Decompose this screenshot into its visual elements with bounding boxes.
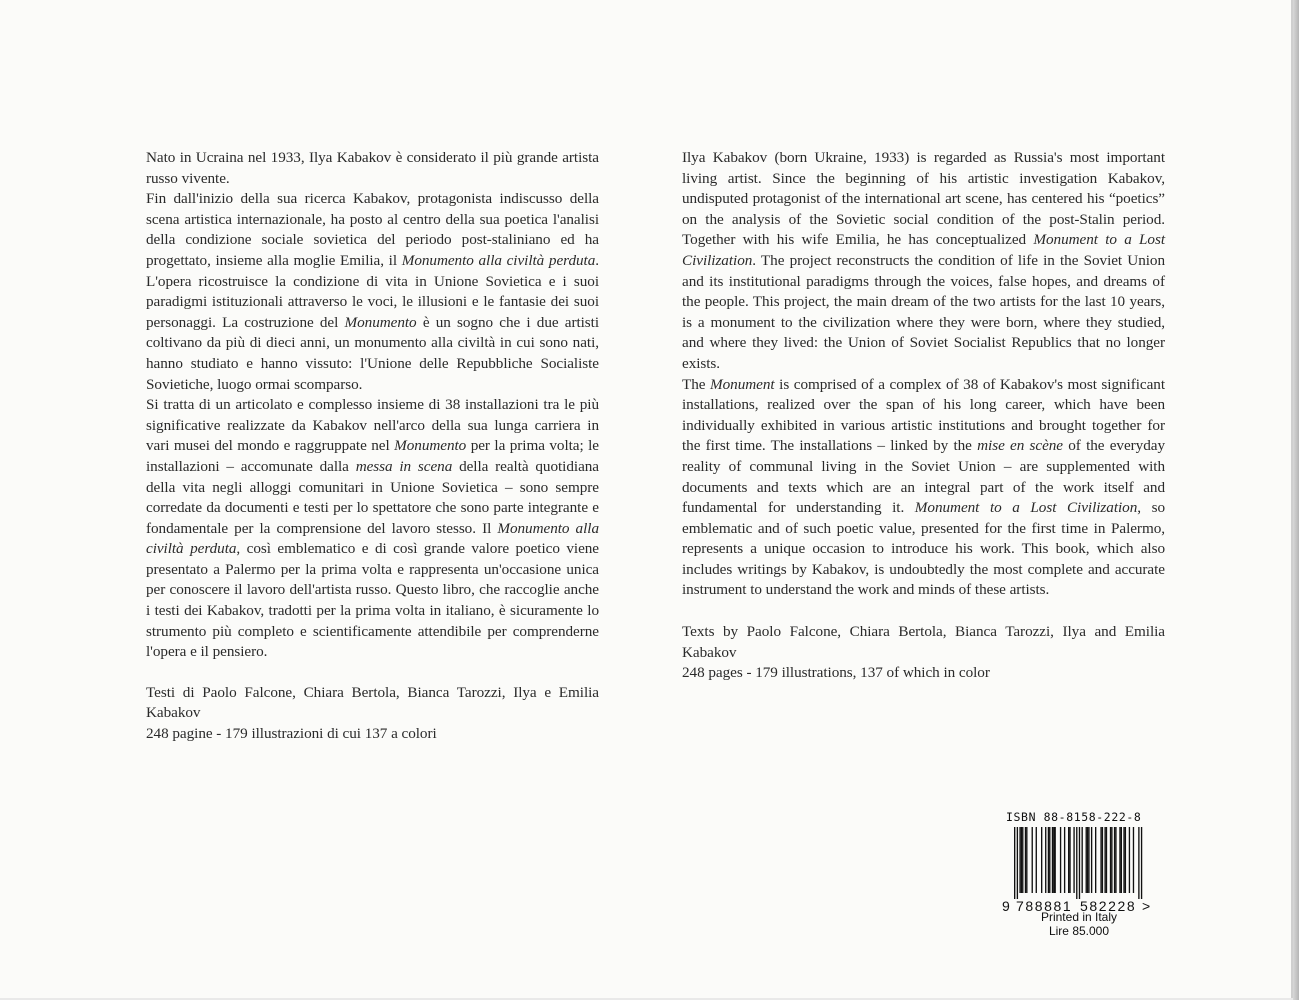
barcode-bar xyxy=(1121,827,1122,893)
italian-work-title-short: Monumento xyxy=(344,313,417,331)
barcode-bar xyxy=(1106,827,1107,893)
barcode-bar xyxy=(1049,827,1050,893)
printed-in: Printed in Italy xyxy=(1040,910,1118,924)
barcode-bar xyxy=(1104,827,1105,893)
english-emphasis: mise en scène xyxy=(977,437,1063,455)
italian-text-column xyxy=(146,148,599,745)
english-paragraph-1: Ilya Kabakov (born Ukraine, 1933) is regarded as Russia's most important living artist. Since the beginning of his artistic investigation Kabakov, undisputed protagonist of the international art scene, has centered his “poetics” on the analysis of the Sovietic social condition of the post-Stalin period. Together with his wife Emilia, he has conceptualized Monument to a Lost Civilization. The project reconstructs the condition of life in the Soviet Union and its institutional paradigms through the voices, false hopes, and dreams of the people. This project, the main dream of the two artists for the last 10 years, is a monument to the civilization where they were born, where they studied, and where they lived: the Union of Soviet Socialist Republics that no longer exists. xyxy=(682,149,1165,372)
barcode-bar xyxy=(1114,827,1115,893)
barcode-bar xyxy=(1045,827,1046,893)
barcode-bar xyxy=(1095,827,1096,893)
barcode-left-digits: 788881 xyxy=(1016,898,1073,914)
barcode-bar xyxy=(1026,827,1027,893)
barcode-bar xyxy=(1041,827,1042,893)
italian-authors: Testi di Paolo Falcone, Chiara Bertola, Bianca Tarozzi, Ilya e Emilia Kabakov xyxy=(146,683,599,722)
barcode-bar xyxy=(1048,827,1049,893)
barcode-bar xyxy=(1014,827,1015,899)
barcode-bar xyxy=(1053,827,1054,893)
english-authors: Texts by Paolo Falcone, Chiara Bertola, Bianca Tarozzi, Ilya and Emilia Kabakov xyxy=(682,623,1165,661)
barcode-bar xyxy=(1088,827,1089,893)
italian-paragraph-3: Si tratta di un articolato e complesso insieme di 38 installazioni tra le più significative realizzate da Kabakov nell'arco della sua lunga carriera in vari musei del mondo e raggruppate nel Monumento per la prima volta; le installazioni – accomunate dalla messa in scena della realtà quotidiana della vita negli alloggi comunitari in Unione Sovietica – sono sempre corredate da documenti e testi per lo spettatore che sono parte integrante e fondamentale per la comprensione del lavoro stesso. Il Monumento alla civiltà perduta, così emblematico e di così grande valore poetico viene presentato a Palermo per la prima volta e rappresenta un'occasione unica per conoscere il lavoro dell'artista russo. Questo libro, che raccoglie anche i testi dei Kabakov, tradotti per la prima volta in italiano, è sicuramente lo strumento più completo e scientificamente attendibile per comprenderne l'opera e il pensiero. xyxy=(146,396,599,661)
barcode-first-digit: 9 xyxy=(1002,898,1010,914)
english-paragraph-2: The Monument is comprised of a complex of 38 of Kabakov's most significant installations, realized over the span of his long career, which have been individually exhibited in various artistic institutions and brought together for the first time. The installations – linked by the mise en scène of the everyday reality of communal living in the Soviet Union – are supplemented with documents and texts which are an integral part of the work itself and fundamental for understanding it. Monument to a Lost Civilization, so emblematic and of such poetic value, presented for the first time in Palermo, represents a unique occasion to introduce his work. This book, which also includes writings by Kabakov, is undoubtedly the most complete and accurate instrument to understand the work and minds of these artists. xyxy=(682,375,1165,599)
barcode-bar xyxy=(1125,827,1126,893)
barcode-bar xyxy=(1052,827,1053,893)
barcode-bar xyxy=(1087,827,1088,893)
barcode-bar xyxy=(1138,827,1139,899)
italian-work-title: Monumento alla civiltà perduta xyxy=(401,251,596,269)
barcode-bar xyxy=(1073,827,1074,893)
barcode-quiet-zone-arrow: > xyxy=(1142,898,1151,914)
english-work-title: Monument to a Lost Civilization xyxy=(682,231,1165,269)
italian-work-title-short: Monumento xyxy=(394,437,467,455)
isbn-label: ISBN 88-8158-222-8 xyxy=(1006,810,1142,824)
italian-paragraph-1: Nato in Ucraina nel 1933, Ilya Kabakov è considerato il più grande artista russo vivente. xyxy=(146,149,599,187)
barcode-graphic xyxy=(1004,827,1154,899)
imprint xyxy=(1029,910,1129,938)
barcode-bar xyxy=(1141,827,1142,899)
english-work-title: Monument to a Lost Civilization xyxy=(914,499,1138,517)
barcode-bar xyxy=(1086,827,1087,893)
page-edge xyxy=(1293,0,1299,1000)
barcode-bar xyxy=(1110,827,1111,893)
english-page-count: 248 pages - 179 illustrations, 137 of which in color xyxy=(682,664,990,682)
barcode-bar xyxy=(1025,827,1026,893)
italian-work-title: Monumento alla civiltà perduta xyxy=(146,519,599,558)
italian-page-count: 248 pagine - 179 illustrazioni di cui 137 a colori xyxy=(146,725,437,743)
barcode-bar xyxy=(1115,827,1116,893)
english-text-column xyxy=(682,148,1165,684)
italian-emphasis: messa in scena xyxy=(355,457,453,475)
barcode-bar xyxy=(1064,827,1065,893)
barcode-bar xyxy=(1111,827,1112,893)
barcode-bar xyxy=(1123,827,1124,893)
barcode-bar xyxy=(1091,827,1092,893)
barcode-bar xyxy=(1068,827,1069,893)
italian-paragraph-2: Fin dall'inizio della sua ricerca Kabakov, protagonista indiscusso della scena artistica internazionale, ha posto al centro della sua poetica l'analisi della condizione sociale sovietica del periodo post-staliniano ed ha progettato, insieme alla moglie Emilia, il Monumento alla civiltà perduta. L'opera ricostruisce la condizione di vita in Unione Sovietica e i suoi paradigmi istituzionali attraverso le voci, le illusioni e le fantasie dei suoi personaggi. La costruzione del Monumento è un sogno che i due artisti coltivano da più di dieci anni, un monumento alla civiltà in cui sono nati, hanno studiato e hanno vissuto: l'Unione delle Repubbliche Socialiste Sovietiche, luogo ormai scomparso. xyxy=(146,190,599,393)
barcode-bar xyxy=(1055,827,1056,893)
barcode-bar xyxy=(1019,827,1020,893)
barcode-bar xyxy=(1021,827,1022,893)
barcode-bar xyxy=(1129,827,1130,893)
barcode-bar xyxy=(1069,827,1070,893)
barcode-bar xyxy=(1076,827,1077,899)
barcode-bar xyxy=(1119,827,1120,893)
barcode-bar xyxy=(1133,827,1134,893)
barcode-bar xyxy=(1060,827,1061,893)
barcode-bar xyxy=(1017,827,1018,899)
barcode-bar xyxy=(1102,827,1103,893)
english-work-title-short: Monument xyxy=(710,375,775,393)
barcode-bar xyxy=(1022,827,1023,893)
barcode-bar xyxy=(1100,827,1101,893)
barcode-bar xyxy=(1079,827,1080,899)
barcode-bar xyxy=(1036,827,1037,893)
barcode-bar xyxy=(1032,827,1033,893)
barcode-bar xyxy=(1082,827,1083,893)
price: Lire 85.000 xyxy=(1048,924,1110,938)
barcode-right-digits: 582228 xyxy=(1080,898,1137,914)
